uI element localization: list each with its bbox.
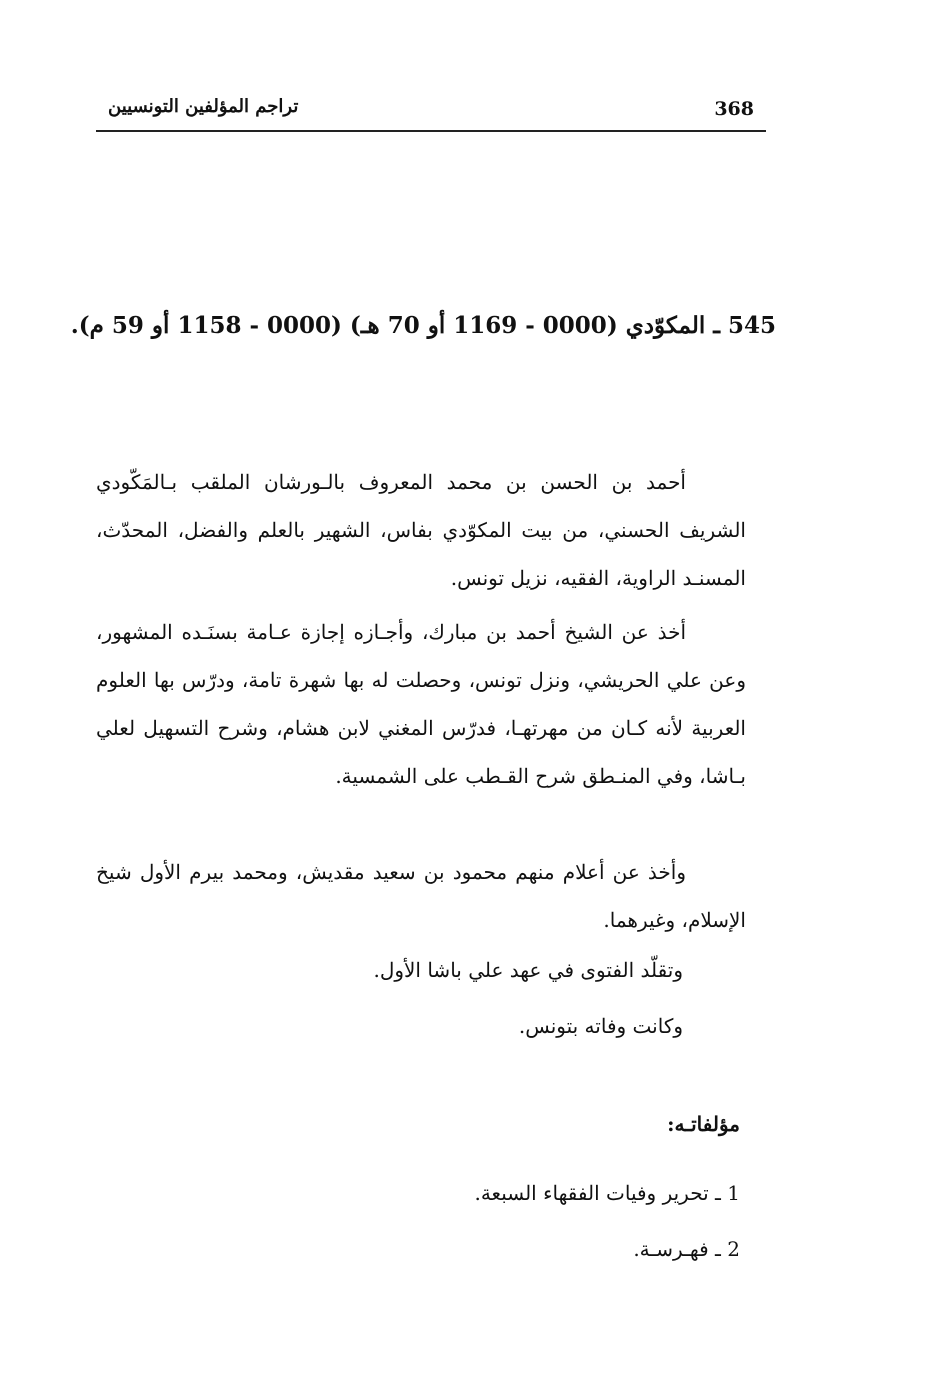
- paragraph-text: أحمد بن الحسن بن محمد المعروف بالـورشان الملقب بـالمَكّودي الشريف الحسني، من بيت المكوّدي بفاس، الشهير بالعلم والفضل، المحدّث، المسنـد الراوية، الفقيه، نزيل تونس.: [96, 470, 746, 590]
- running-title: تراجم المؤلفين التونسيين: [108, 96, 299, 117]
- paragraph-text: أخذ عن الشيخ أحمد بن مبارك، وأجـازه إجازة عـامة بسنَـده المشهور، وعن علي الحريشي، ونزل تونس، وحصلت له بها شهرة تامة، ودرّس بها العلوم العربية لأنه كـان من مهرتهـا، فدرّس المغني لابن هشام، وشرح التسهيل لعلي بـاشا، وفي المنـطق شرح القـطب على الشمسية.: [96, 620, 746, 788]
- biography-paragraph-5: وكانت وفاته بتونس.: [518, 1014, 683, 1038]
- running-header: [96, 96, 766, 132]
- biography-paragraph-4: وتقلّد الفتوى في عهد علي باشا الأول.: [373, 958, 683, 982]
- works-list: [474, 1165, 740, 1277]
- works-heading: مؤلفاتـه:: [667, 1112, 740, 1136]
- list-item: 2 ـ فهـرسـة.: [633, 1237, 740, 1261]
- entry-heading: 545 ـ المكوّدي (0000 - 1169 أو 70 هـ) (0000 - 1158 أو 59 م).: [70, 312, 776, 339]
- paragraph-text: وأخذ عن أعلام منهم محمود بن سعيد مقديش، ومحمد بيرم الأول شيخ الإسلام، وغيرهما.: [96, 860, 746, 932]
- biography-paragraph-1: [96, 458, 746, 602]
- list-item: 1 ـ تحرير وفيات الفقهاء السبعة.: [474, 1181, 740, 1205]
- biography-paragraph-2: [96, 608, 746, 800]
- biography-paragraph-3: [96, 848, 746, 944]
- page-number: 368: [714, 98, 754, 120]
